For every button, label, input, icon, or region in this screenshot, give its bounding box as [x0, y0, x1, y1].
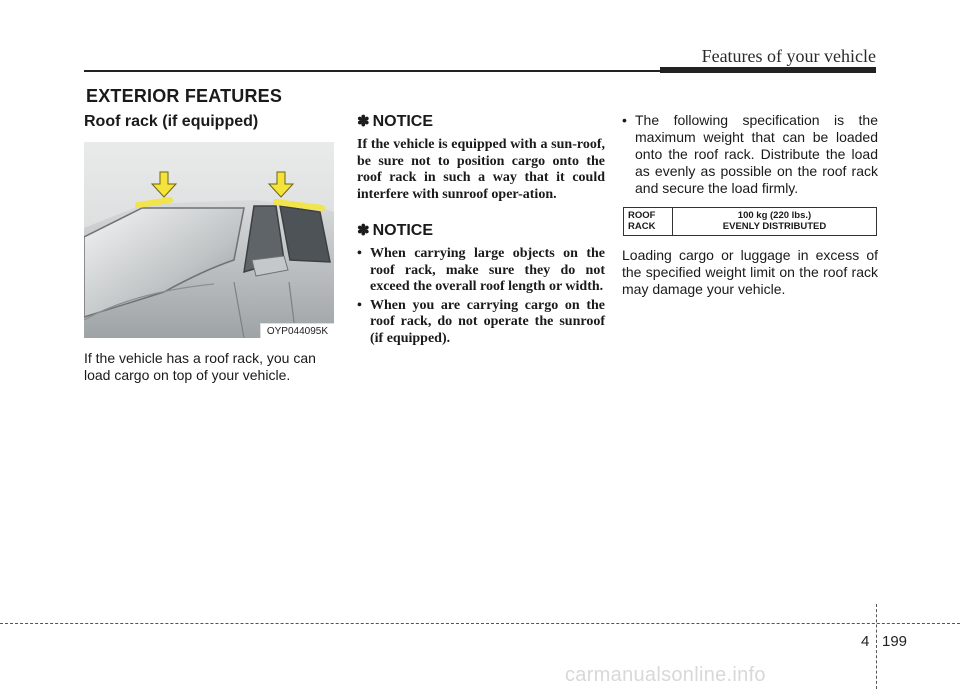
notice-mark-icon: ✽	[357, 222, 370, 239]
spec-value: 100 kg (220 lbs.) EVENLY DISTRIBUTED	[673, 208, 877, 236]
footer-rule	[0, 623, 960, 624]
notice-heading: ✽ NOTICE	[357, 113, 434, 130]
notice-bullet-list	[357, 246, 605, 347]
running-header: Features of your vehicle	[701, 46, 876, 66]
spec-key: ROOF RACK	[624, 208, 673, 236]
chapter-number: 4	[861, 633, 870, 650]
list-item: • When you are carrying cargo on the roof rack, do not operate the sunroof (if equipped).	[357, 298, 605, 348]
column-right	[622, 110, 878, 298]
table-row	[624, 208, 877, 236]
notice-body: If the vehicle is equipped with a sun-roof, be sure not to position cargo onto the roof rack in such a way that it could interfere with sunroof oper-ation.	[357, 137, 605, 202]
section-title: EXTERIOR FEATURES	[86, 86, 283, 106]
column-left	[84, 110, 334, 384]
roof-rack-body: If the vehicle has a roof rack, you can load cargo on top of your vehicle.	[84, 350, 316, 383]
roof-rack-figure	[84, 142, 334, 338]
notice-mark-icon: ✽	[357, 113, 370, 130]
roof-rack-heading: Roof rack (if equipped)	[84, 113, 259, 130]
watermark: carmanualsonline.info	[565, 664, 766, 686]
spec-intro: • The following specification is the maximum weight that can be loaded onto the roof rack. Distribute the load as evenly as possible on the roof rack and secure the load firmly.	[622, 112, 878, 197]
header-rule-accent	[660, 67, 876, 73]
car-roof-illustration	[84, 142, 334, 338]
spec-table	[623, 207, 877, 236]
page-number: 199	[882, 633, 908, 650]
footer-divider	[876, 604, 877, 689]
notice-heading: ✽ NOTICE	[357, 222, 434, 239]
column-middle	[357, 110, 605, 349]
figure-code: OYP044095K	[260, 323, 334, 338]
list-item: • When carrying large objects on the roof rack, make sure they do not exceed the overall roof length or width.	[357, 246, 605, 296]
weight-warning: Loading cargo or luggage in excess of the specified weight limit on the roof rack may damage your vehicle.	[622, 247, 878, 297]
